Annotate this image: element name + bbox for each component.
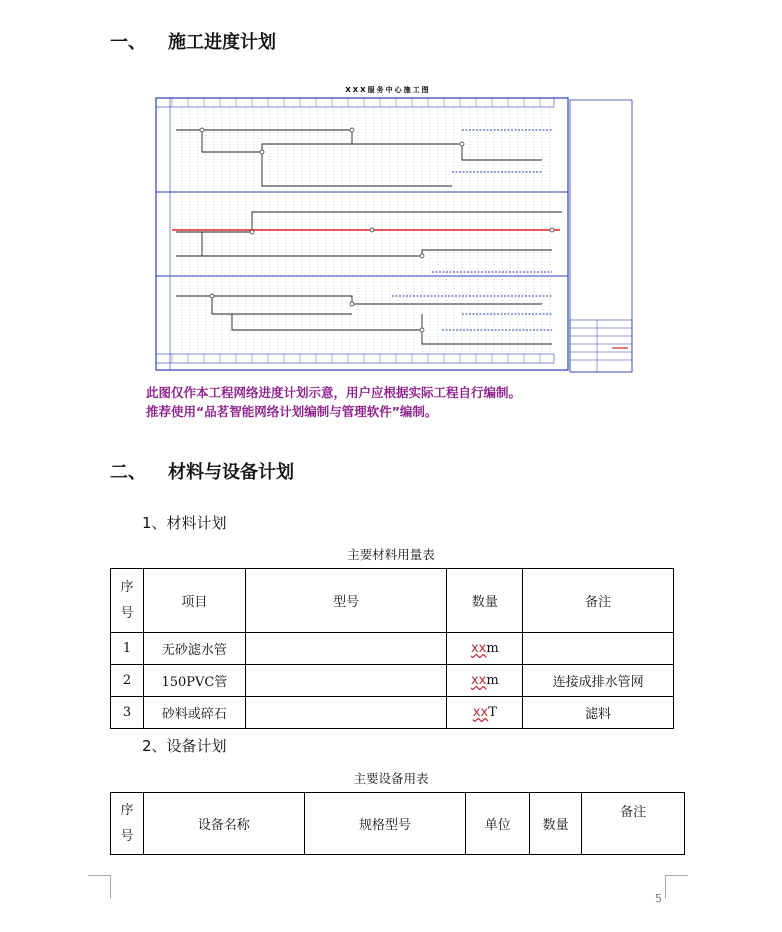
materials-qty: xxm (447, 665, 523, 697)
materials-header-model: 型号 (245, 569, 447, 633)
equipment-header-unit: 单位 (466, 793, 530, 855)
materials-qty: xxm (447, 633, 523, 665)
table-row (111, 633, 674, 665)
materials-header-remark: 备注 (523, 569, 674, 633)
equipment-table (110, 792, 685, 855)
materials-header-qty: 数量 (447, 569, 523, 633)
materials-table (110, 568, 674, 729)
materials-model (245, 633, 447, 665)
equipment-header-spec: 规格型号 (304, 793, 466, 855)
section-1-title: 施工进度计划 (168, 32, 276, 53)
chart-note-line-1: 此图仅作本工程网络进度计划示意，用户应根据实际工程自行编制。 (146, 385, 522, 400)
materials-remark: 滤料 (523, 697, 674, 729)
section-2-title: 材料与设备计划 (168, 462, 294, 483)
materials-seq: 1 (111, 633, 144, 665)
section-2-number: 二、 (110, 462, 146, 483)
materials-remark (523, 633, 674, 665)
materials-heading: 1、材料计划 (142, 514, 227, 532)
materials-item: 无砂滤水管 (143, 633, 245, 665)
materials-header-item: 项目 (143, 569, 245, 633)
equipment-header-seq: 序号 (111, 793, 144, 855)
materials-model (245, 665, 447, 697)
table-row (111, 665, 674, 697)
materials-seq: 2 (111, 665, 144, 697)
chart-note-line-2: 推荐使用“品茗智能网络计划编制与管理软件”编制。 (146, 404, 438, 419)
materials-remark: 连接成排水管网 (523, 665, 674, 697)
materials-header-row (111, 569, 674, 633)
table-row (111, 697, 674, 729)
page-number: 5 (655, 892, 662, 905)
equipment-header-row (111, 793, 685, 855)
materials-qty: xxT (447, 697, 523, 729)
section-1-heading (110, 28, 276, 54)
right-page-corner-mark (665, 875, 688, 898)
equipment-heading: 2、设备计划 (142, 737, 227, 755)
network-schedule-chart (142, 82, 634, 374)
materials-caption: 主要材料用量表 (347, 547, 435, 562)
chart-title: XXX服务中心施工图 (345, 86, 431, 94)
section-1-number: 一、 (110, 32, 146, 53)
materials-item: 150PVC管 (143, 665, 245, 697)
section-2-heading (110, 458, 294, 484)
materials-item: 砂料或碎石 (143, 697, 245, 729)
chart-note (146, 383, 521, 421)
equipment-header-remark: 备注 (582, 793, 685, 855)
materials-model (245, 697, 447, 729)
materials-seq: 3 (111, 697, 144, 729)
equipment-caption: 主要设备用表 (353, 771, 429, 786)
materials-header-seq: 序号 (111, 569, 144, 633)
equipment-header-qty: 数量 (530, 793, 582, 855)
left-page-corner-mark (88, 875, 111, 898)
equipment-header-name: 设备名称 (143, 793, 304, 855)
